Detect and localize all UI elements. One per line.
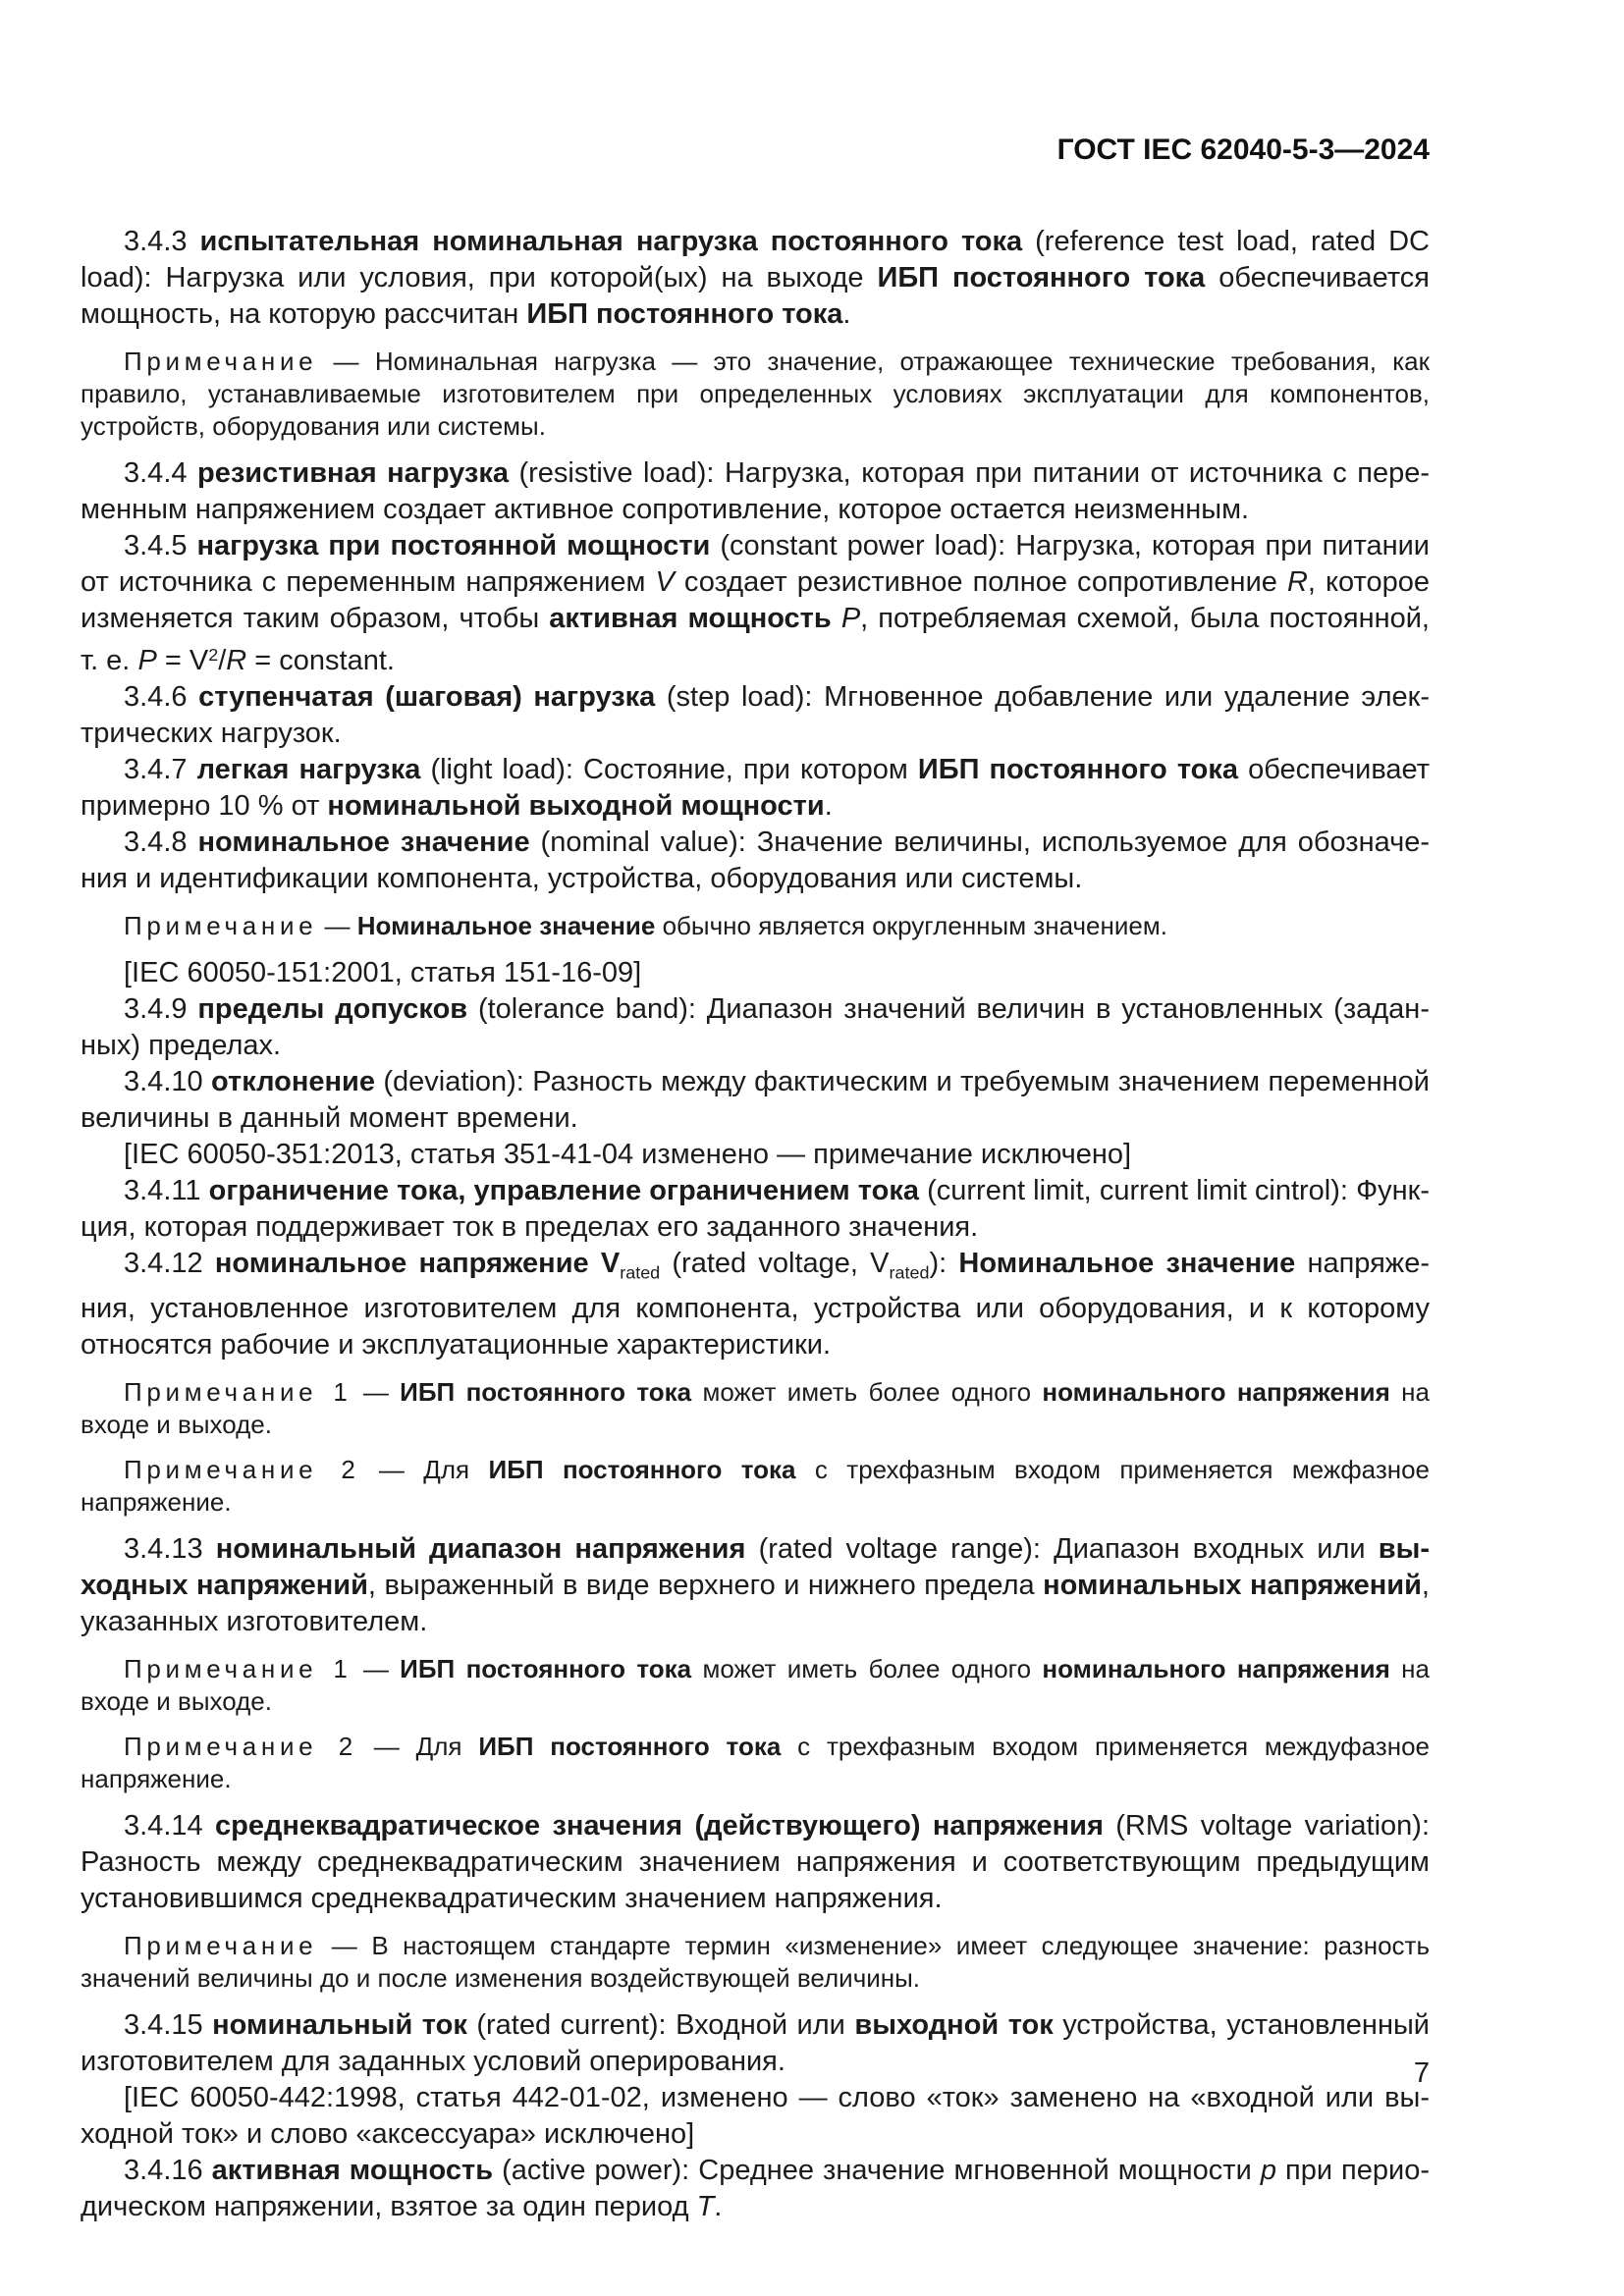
text-run: обеспечивается мощность, на которую рассчитан: [81, 262, 1431, 330]
text-run: 3.4.8: [124, 826, 198, 858]
paragraph: [81, 2153, 1430, 2225]
note-paragraph: [81, 1731, 1430, 1795]
text-run: обеспечивает примерно 10 % от: [81, 753, 1430, 822]
text-run: ИБП постоянного тока: [488, 1455, 796, 1485]
text-run: .: [714, 2191, 723, 2223]
text-run: 3.4.4: [124, 457, 197, 489]
text-run: выходных напряжений: [81, 1533, 1431, 1602]
text-run: 3.4.16: [124, 2155, 212, 2187]
text-run: /: [218, 644, 227, 676]
note-paragraph: [81, 1653, 1430, 1718]
text-run: резистивная нагрузка: [196, 457, 509, 489]
paragraph: [81, 752, 1430, 825]
text-run: номинальный ток: [212, 2009, 467, 2042]
text-run: номинальный диапазон напряжения: [215, 1533, 746, 1566]
text-run: при периодическом напряжении, взятое за один период: [81, 2155, 1431, 2223]
text-run: .: [842, 298, 851, 330]
text-run: (rated voltage, V: [660, 1247, 890, 1279]
text-run: Примечание: [124, 1931, 318, 1961]
text-run: номинальное значение: [197, 826, 530, 858]
text-run: T: [696, 2191, 715, 2223]
text-run: — Номинальная нагрузка — это значение, отражающее технические требования, как правило, устанавливаемые изготовителем при определенных условиях эксплуатации для компонентов, устройств, оборудования или системы.: [81, 347, 1430, 441]
text-run: (RMS voltage variation): Разность между среднеквадратическим значением напряжения и соответствующим предыдущим установившимся среднеквадратическим значением напряжения.: [81, 1810, 1430, 1915]
text-run: номинальных напряжений: [1043, 1570, 1422, 1602]
text-run: Примечание 1: [124, 1377, 352, 1408]
text-run: Примечание 1: [124, 1654, 352, 1684]
text-run: —: [317, 910, 357, 940]
text-run: — Для: [356, 1732, 479, 1762]
text-run: — В настоящем стандарте термин «изменение» имеет следующее значение: разность значений величины до и после изменения воздействующей величины.: [81, 1931, 1430, 1994]
paragraph: [81, 825, 1430, 897]
text-run: ИБП постоянного тока: [478, 1732, 782, 1762]
text-run: номинальной выходной мощности: [327, 789, 825, 822]
text-run: среднеквадратическое значения (действующего) напряжения: [215, 1810, 1104, 1842]
paragraph: [81, 955, 1430, 991]
text-run: , указанных изготовителем.: [81, 1570, 1430, 1638]
text-run: Примечание 2: [124, 1732, 357, 1762]
text-run: 3.4.6: [124, 680, 199, 713]
text-run: .: [824, 789, 833, 822]
text-run: R: [226, 644, 247, 676]
text-run: , выраженный в виде верхнего и нижнего предела: [367, 1570, 1044, 1602]
text-run: ИБП постоянного тока: [917, 753, 1239, 785]
text-run: (rated voltage range): Диапазон входных или: [745, 1533, 1379, 1566]
note-paragraph: [81, 1376, 1430, 1441]
text-run: с трехфазным входом применяется междуфазное напряжение.: [81, 1732, 1430, 1794]
text-run: ИБП постоянного тока: [877, 262, 1206, 294]
text-run: Примечание: [124, 910, 318, 940]
paragraph: [81, 679, 1430, 752]
text-run: (light load): Состояние, при котором: [420, 753, 918, 785]
paragraph: [81, 455, 1430, 528]
text-run: R: [1286, 566, 1308, 598]
text-run: номинального напряжения: [1042, 1377, 1390, 1408]
running-header: ГОСТ IEC 62040-5-3—2024: [1056, 133, 1430, 166]
text-run: на входе и выходе.: [81, 1377, 1430, 1440]
text-run: ):: [929, 1247, 959, 1279]
note-paragraph: [81, 1930, 1430, 1995]
text-run: P: [137, 644, 157, 676]
text-run: rated: [889, 1262, 930, 1283]
text-run: Примечание 2: [124, 1455, 360, 1485]
text-run: = constant.: [246, 644, 395, 676]
text-run: может иметь более одного: [691, 1377, 1043, 1408]
note-paragraph: [81, 346, 1430, 443]
text-run: (current limit, current limit cintrol): Функция, которая поддерживает ток в пределах его заданного значения.: [81, 1174, 1431, 1243]
paragraph: [81, 1808, 1430, 1917]
text-run: — Для: [359, 1455, 489, 1485]
text-run: [IEC 60050-442:1998, статья 442-01-02, изменено — слово «ток» заменено на «входной или выходной ток» и слово «аксессуара» исключено]: [81, 2082, 1430, 2151]
text-run: ИБП постоянного тока: [400, 1654, 692, 1684]
text-run: 3.4.11: [124, 1174, 209, 1206]
text-run: устройства, установленный изготовителем для заданных условий оперирования.: [81, 2009, 1430, 2078]
text-run: 3.4.14: [124, 1810, 216, 1842]
text-run: rated: [620, 1262, 661, 1283]
text-run: номинальное напряжение V: [214, 1247, 621, 1279]
text-run: создает резистивное полное сопротивление: [674, 566, 1287, 598]
text-run: активная мощность: [211, 2155, 494, 2187]
text-run: (deviation): Разность между фактическим и требуемым значением переменной величины в данный момент времени.: [81, 1065, 1430, 1134]
text-run: может иметь более одного: [691, 1654, 1043, 1684]
text-run: ИБП постоянного тока: [400, 1377, 692, 1408]
text-run: 3.4.3: [124, 226, 200, 257]
text-run: ограничение тока, управление ограничением тока: [208, 1174, 919, 1206]
document-body: [81, 224, 1430, 2225]
text-run: [IEC 60050-151:2001, статья 151-16-09]: [124, 956, 642, 988]
text-run: 3.4.15: [124, 2009, 213, 2042]
paragraph: [81, 2080, 1430, 2153]
paragraph: [81, 528, 1430, 679]
text-run: (reference test load, rated DC load): Нагрузка или условия, при которой(ых) на выходе: [81, 226, 1430, 294]
text-run: , которое изменяется таким образом, чтобы: [81, 566, 1430, 634]
paragraph: [81, 991, 1430, 1064]
text-run: (step load): Мгновенное добавление или удаление электрических нагрузок.: [81, 680, 1430, 749]
paragraph: [81, 1531, 1430, 1640]
paragraph: [81, 1064, 1430, 1137]
paragraph: [81, 1137, 1430, 1173]
text-run: ИБП постоянного тока: [526, 298, 843, 330]
note-paragraph: [81, 1454, 1430, 1519]
text-run: на входе и выходе.: [81, 1654, 1430, 1717]
text-run: (constant power load): Нагрузка, которая при питании от источника с переменным напряжением: [81, 530, 1430, 598]
text-run: обычно является округленным значением.: [655, 910, 1167, 940]
text-run: 3.4.10: [124, 1065, 212, 1097]
text-run: 2: [208, 645, 219, 665]
text-run: 3.4.5: [124, 530, 197, 561]
note-paragraph: [81, 910, 1430, 942]
text-run: номинального напряжения: [1042, 1654, 1390, 1684]
text-run: выходной ток: [854, 2009, 1054, 2042]
text-run: пределы допусков: [197, 992, 468, 1025]
text-run: = V: [156, 644, 209, 676]
text-run: легкая нагрузка: [196, 753, 421, 785]
text-run: 3.4.9: [124, 992, 198, 1025]
text-run: V: [655, 566, 675, 598]
text-run: (nominal value): Значение величины, используемое для обозначения и идентификации компонента, устройства, оборудования или системы.: [81, 826, 1430, 894]
text-run: напряжения, установленное изготовителем для компонента, устройства или оборудования, и к которому относятся рабочие и эксплуатационные характеристики.: [81, 1247, 1431, 1362]
text-run: 3.4.13: [124, 1533, 216, 1566]
paragraph: [81, 1173, 1430, 1246]
text-run: активная мощность: [549, 603, 832, 634]
text-run: Номинальное значение: [958, 1247, 1296, 1279]
text-run: (rated current): Входной или: [466, 2009, 855, 2042]
text-run: [IEC 60050-351:2013, статья 351-41-04 изменено — примечание исключено]: [124, 1138, 1132, 1170]
text-run: 3.4.7: [124, 753, 197, 785]
text-run: [832, 603, 841, 634]
text-run: —: [352, 1377, 401, 1408]
text-run: (tolerance band): Диапазон значений величин в установленных (заданных) пределах.: [81, 992, 1430, 1061]
text-run: p: [1260, 2155, 1276, 2187]
text-run: —: [352, 1654, 401, 1684]
text-run: с трехфазным входом применяется межфазное напряжение.: [81, 1455, 1431, 1518]
text-run: , потребляемая схемой, была постоянной, т. е.: [81, 603, 1430, 676]
page-number: 7: [1413, 2057, 1430, 2089]
text-run: (active power): Среднее значение мгновенной мощности: [493, 2155, 1261, 2187]
paragraph: [81, 224, 1430, 333]
text-run: Номинальное значение: [356, 910, 656, 940]
text-run: 3.4.12: [124, 1247, 215, 1279]
text-run: испытательная номинальная нагрузка постоянного тока: [199, 226, 1023, 257]
paragraph: [81, 1246, 1430, 1363]
text-run: нагрузка при постоянной мощности: [196, 530, 711, 561]
text-run: (resistive load): Нагрузка, которая при питании от источника с переменным напряжением создает активное сопротивление, которое остается неизменным.: [81, 457, 1431, 525]
text-run: Примечание: [124, 347, 318, 376]
text-run: ступенчатая (шаговая) нагрузка: [198, 680, 656, 713]
text-run: P: [840, 603, 861, 634]
text-run: отклонение: [211, 1065, 375, 1097]
